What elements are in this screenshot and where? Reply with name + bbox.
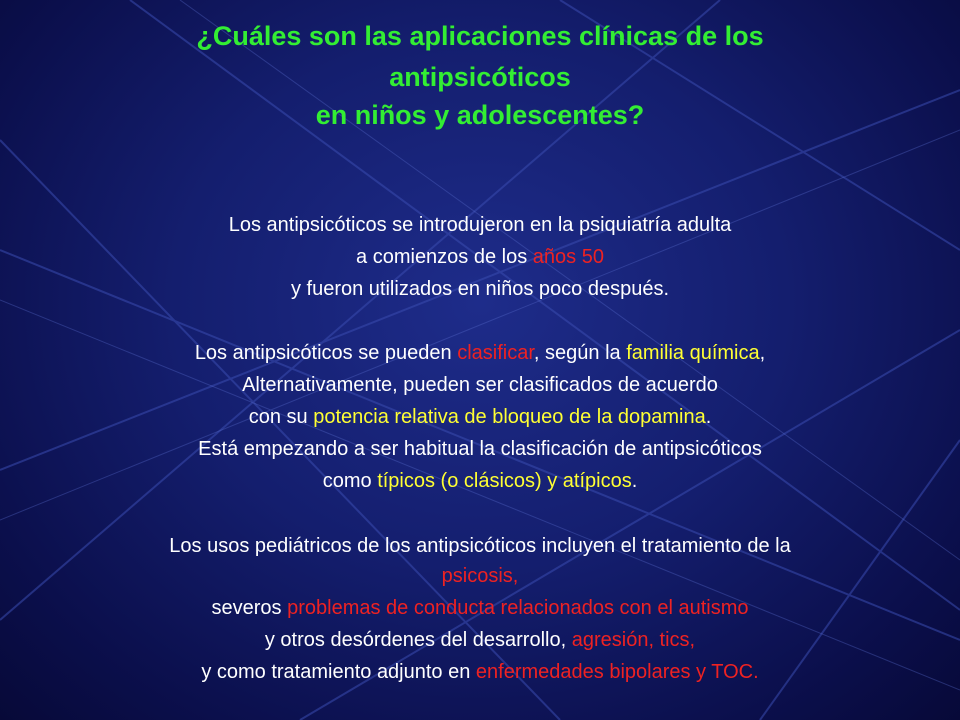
- highlight-red: problemas de conducta relacionados con el autismo: [287, 597, 749, 619]
- text-segment: severos: [211, 597, 288, 619]
- paragraph-1-line-3: y fueron utilizados en niños poco después.: [290, 278, 670, 300]
- paragraph-2-line-5: [0, 469, 960, 493]
- highlight-red: psicosis,: [441, 565, 519, 587]
- text-segment: Los antipsicóticos se pueden: [194, 342, 458, 364]
- paragraph-1-line-2: [0, 245, 960, 269]
- paragraph-1-line-1: Los antipsicóticos se introdujeron en la psiquiatría adulta: [228, 214, 732, 236]
- paragraph-2-line-1: [0, 341, 960, 365]
- slide-title-line-3: en niños y adolescentes?: [315, 100, 645, 130]
- text-segment: ,: [759, 342, 766, 364]
- highlight-yellow: potencia relativa de bloqueo de la dopamina: [313, 406, 706, 428]
- paragraph-3-line-2: [0, 564, 960, 588]
- text-segment: a comienzos de los: [356, 246, 533, 268]
- paragraph-2-line-4: Está empezando a ser habitual la clasificación de antipsicóticos: [198, 438, 762, 460]
- slide-title-line-2: antipsicóticos: [389, 62, 571, 92]
- paragraph-3-line-1: Los usos pediátricos de los antipsicóticos incluyen el tratamiento de la: [169, 535, 791, 557]
- slide-title-line-1: ¿Cuáles son las aplicaciones clínicas de los: [196, 21, 764, 51]
- text-segment: y como tratamiento adjunto en: [201, 661, 476, 683]
- highlight-red: enfermedades bipolares y TOC.: [475, 661, 759, 683]
- paragraph-3-line-5: [0, 660, 960, 684]
- paragraph-2-line-3: [0, 405, 960, 429]
- highlight-red: agresión, tics,: [571, 629, 696, 651]
- text-segment: .: [705, 406, 712, 428]
- text-segment: .: [631, 470, 638, 492]
- text-segment: con su: [248, 406, 314, 428]
- text-segment: como: [322, 470, 378, 492]
- highlight-red: clasificar: [457, 342, 534, 364]
- paragraph-2-line-2: Alternativamente, pueden ser clasificados de acuerdo: [242, 374, 718, 396]
- highlight-red: años 50: [532, 246, 604, 268]
- highlight-yellow: típicos (o clásicos) y atípicos: [377, 470, 632, 492]
- text-segment: y otros desórdenes del desarrollo,: [264, 629, 572, 651]
- paragraph-3-line-4: [0, 628, 960, 652]
- highlight-yellow: familia química: [626, 342, 760, 364]
- text-segment: , según la: [533, 342, 627, 364]
- paragraph-3-line-3: [0, 596, 960, 620]
